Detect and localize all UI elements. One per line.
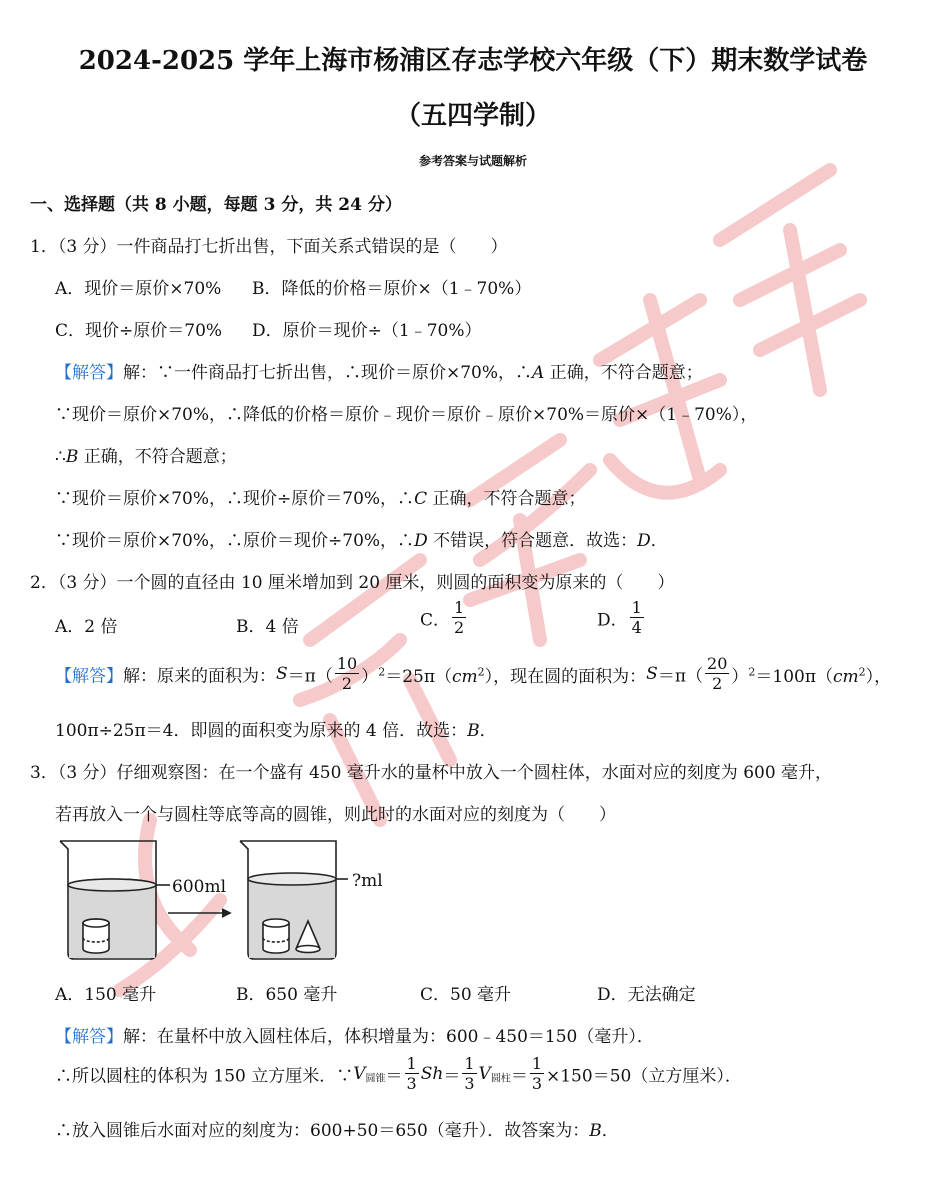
- q1-solution-line3: ∴B 正确，不符合题意；: [55, 447, 237, 467]
- q1-option-a: A．现价＝原价×70%: [55, 279, 222, 299]
- q3-option-c: C．50 毫升: [420, 985, 512, 1005]
- page-title-line2: （五四学制）: [394, 101, 551, 131]
- q1-solution-line4: ∵现价＝原价×70%，∴现价÷原价＝70%，∴C 正确，不符合题意；: [55, 489, 586, 509]
- q1-solution-line1: 【解答】解：∵一件商品打七折出售，∴现价＝原价×70%，∴A 正确，不符合题意；: [55, 363, 703, 383]
- q1-option-d: D．原价＝现价÷（1﹣70%）: [252, 321, 482, 341]
- q2-option-d: D． $\frac{1}{4}$: [597, 598, 642, 637]
- page-title: 2024-2025 学年上海市杨浦区存志学校六年级（下）期末数学试卷: [78, 46, 868, 76]
- q1-stem: 1．（3 分）一件商品打七折出售，下面关系式错误的是（ ）: [30, 237, 508, 257]
- answer-tag: 【解答】: [55, 363, 123, 383]
- q3-option-a: A．150 毫升: [55, 985, 157, 1005]
- page-subtitle: 参考答案与试题解析: [418, 154, 527, 168]
- answer-tag: 【解答】: [55, 666, 123, 687]
- q2-option-a: A．2 倍: [55, 617, 118, 637]
- q2-stem: 2．（3 分）一个圆的直径由 10 厘米增加到 20 厘米，则圆的面积变为原来的（ ）: [30, 573, 675, 593]
- q1-option-b: B．降低的价格＝原价×（1﹣70%）: [252, 279, 532, 299]
- figure-label-600ml: 600ml: [172, 877, 227, 897]
- q2-solution-line1: 【解答】解：原来的面积为：S＝π（ $\frac{10}{2}$ ）$^2=25\pi(cm^2)$，现在圆的面积为：S＝π（ $\frac{20}{2}$ ）$^2=100\pi(cm^2)$，: [55, 654, 892, 693]
- q2-option-c: C． $\frac{1}{2}$: [420, 598, 465, 637]
- q3-stem-line1: 3．（3 分）仔细观察图：在一个盛有 450 毫升水的量杯中放入一个圆柱体，水面对应的刻度为 600 毫升，: [30, 763, 833, 783]
- q1-option-c: C．现价÷原价＝70%: [55, 321, 223, 341]
- q2-solution-line2: 100π÷25π＝4．即圆的面积变为原来的 4 倍．故选：B．: [55, 721, 497, 741]
- q2-option-b: B．4 倍: [236, 617, 299, 637]
- q3-solution-line1: 【解答】解：在量杯中放入圆柱体后，体积增量为：600﹣450＝150（毫升）．: [55, 1027, 654, 1047]
- q3-option-b: B．650 毫升: [236, 985, 338, 1005]
- q3-stem-line2: 若再放入一个与圆柱等底等高的圆锥，则此时的水面对应的刻度为（ ）: [55, 805, 616, 825]
- q3-solution-line2: ∴所以圆柱的体积为 150 立方厘米．∵V圆锥＝ $\frac{1}{3}$ Sh＝ $\frac{1}{3}$ V圆柱＝ $\frac{1}{3}$ ×150＝50（立方厘米）．: [55, 1054, 742, 1093]
- q3-option-d: D．无法确定: [597, 985, 696, 1005]
- measuring-cup-figure: [50, 835, 410, 970]
- q3-solution-line3: ∴放入圆锥后水面对应的刻度为：600+50＝650（毫升）．故答案为：B．: [55, 1121, 619, 1141]
- q1-solution-line5: ∵现价＝原价×70%，∴原价＝现价÷70%，∴D 不错误，符合题意．故选：D．: [55, 531, 668, 551]
- answer-tag: 【解答】: [55, 1027, 123, 1047]
- section-heading: 一、选择题（共 8 小题，每题 3 分，共 24 分）: [30, 195, 402, 215]
- figure-label-unknown: ?ml: [352, 871, 383, 891]
- q1-solution-line2: ∵现价＝原价×70%，∴降低的价格＝原价﹣现价＝原价﹣原价×70%＝原价×（1﹣70%），: [55, 405, 758, 425]
